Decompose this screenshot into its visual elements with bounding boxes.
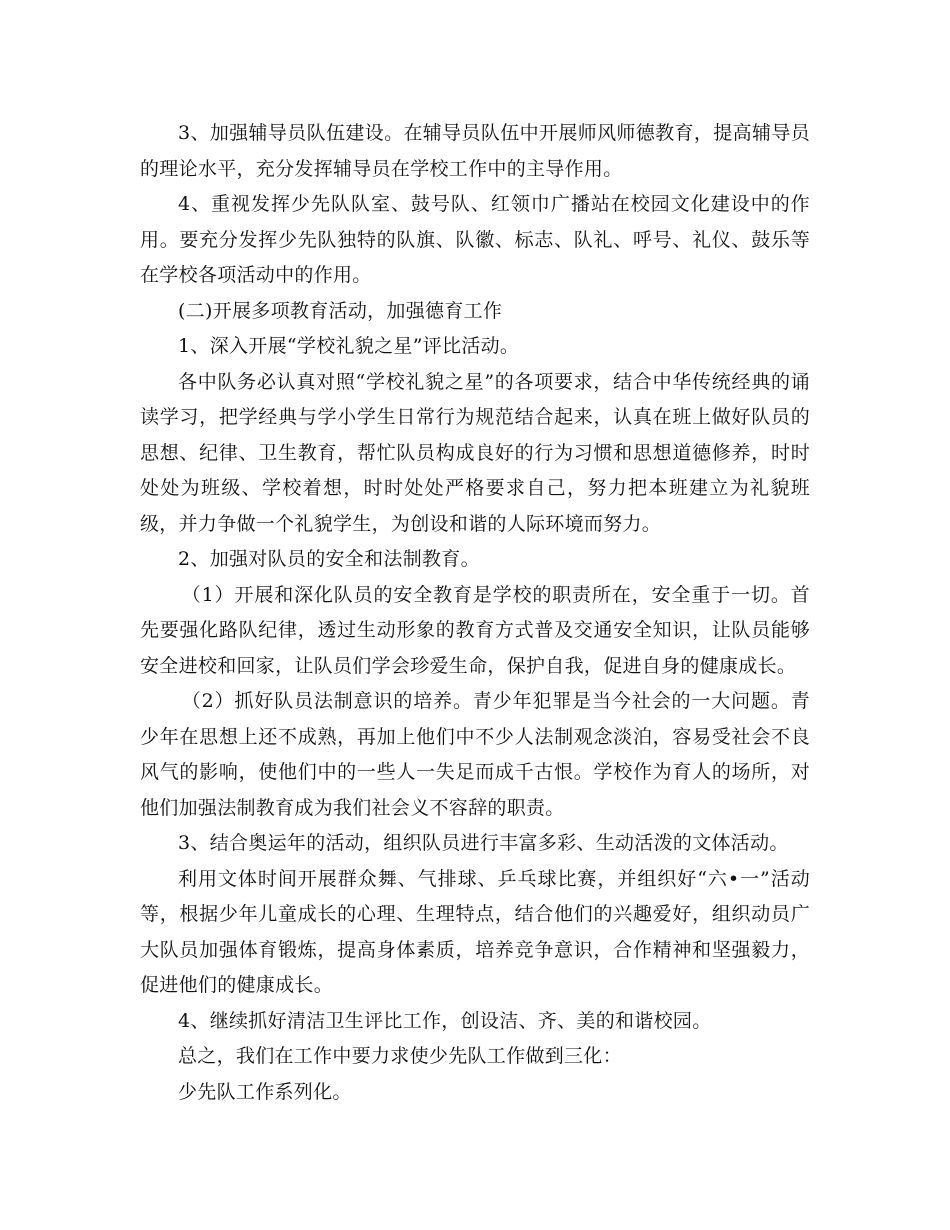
paragraph-counselor-team: 3、加强辅导员队伍建设。在辅导员队伍中开展师风师德教育，提高辅导员的理论水平，充分发挥辅导员在学校工作中的主导作用。	[140, 122, 810, 180]
paragraph-serialization: 少先队工作系列化。	[178, 1080, 352, 1103]
paragraph-summary: 总之，我们在工作中要力求使少先队工作做到三化：	[178, 1045, 622, 1067]
section-heading-education-activities: (二)开展多项教育活动，加强德育工作	[178, 299, 503, 322]
paragraph-courtesy-star-body: 各中队务必认真对照“学校礼貌之星”的各项要求，结合中华传统经典的诵读学习，把学经典与学小学生日常行为规范结合起来，认真在班上做好队员的思想、纪律、卫生教育，帮忙队员构成良好的行为习惯和思想道德修养，时时处处为班级、学校着想，时时处处严格要求自己，努力把本班建立为礼貌班级，并力争做一个礼貌学生，为创设和谐的人际环境而努力。	[140, 370, 810, 535]
paragraph-sports-activities: 利用文体时间开展群众舞、气排球、乒乓球比赛，并组织好“六•一”活动等，根据少年儿童成长的心理、生理特点，结合他们的兴趣爱好，组织动员广大队员加强体育锻炼，提高身体素质，培养竞争意识，合作精神和坚强毅力，促进他们的健康成长。	[140, 867, 810, 996]
paragraph-courtesy-star-title: 1、深入开展“学校礼貌之星”评比活动。	[178, 335, 520, 357]
document-body	[140, 116, 810, 1110]
paragraph-olympic-activities-title: 3、结合奥运年的活动，组织队员进行丰富多彩、生动活泼的文体活动。	[178, 832, 789, 854]
paragraph-pioneer-facilities: 4、重视发挥少先队队室、鼓号队、红领巾广播站在校园文化建设中的作用。要充分发挥少先队独特的队旗、队徽、标志、队礼、呼号、礼仪、鼓乐等在学校各项活动中的作用。	[140, 193, 810, 286]
paragraph-hygiene-evaluation: 4、继续抓好清洁卫生评比工作，创设洁、齐、美的和谐校园。	[178, 1009, 712, 1032]
paragraph-law-education: （2）抓好队员法制意识的培养。青少年犯罪是当今社会的一大问题。青少年在思想上还不成熟，再加上他们中不少人法制观念淡泊，容易受社会不良风气的影响，使他们中的一些人一失足而成千古恨。学校作为育人的场所，对他们加强法制教育成为我们社会义不容辞的职责。	[140, 690, 810, 819]
paragraph-safety-education: （1）开展和深化队员的安全教育是学校的职责所在，安全重于一切。首先要强化路队纪律，透过生动形象的教育方式普及交通安全知识，让队员能够安全进校和回家，让队员们学会珍爱生命，保护自我，促进自身的健康成长。	[140, 583, 810, 677]
paragraph-safety-law-title: 2、加强对队员的安全和法制教育。	[178, 548, 480, 570]
